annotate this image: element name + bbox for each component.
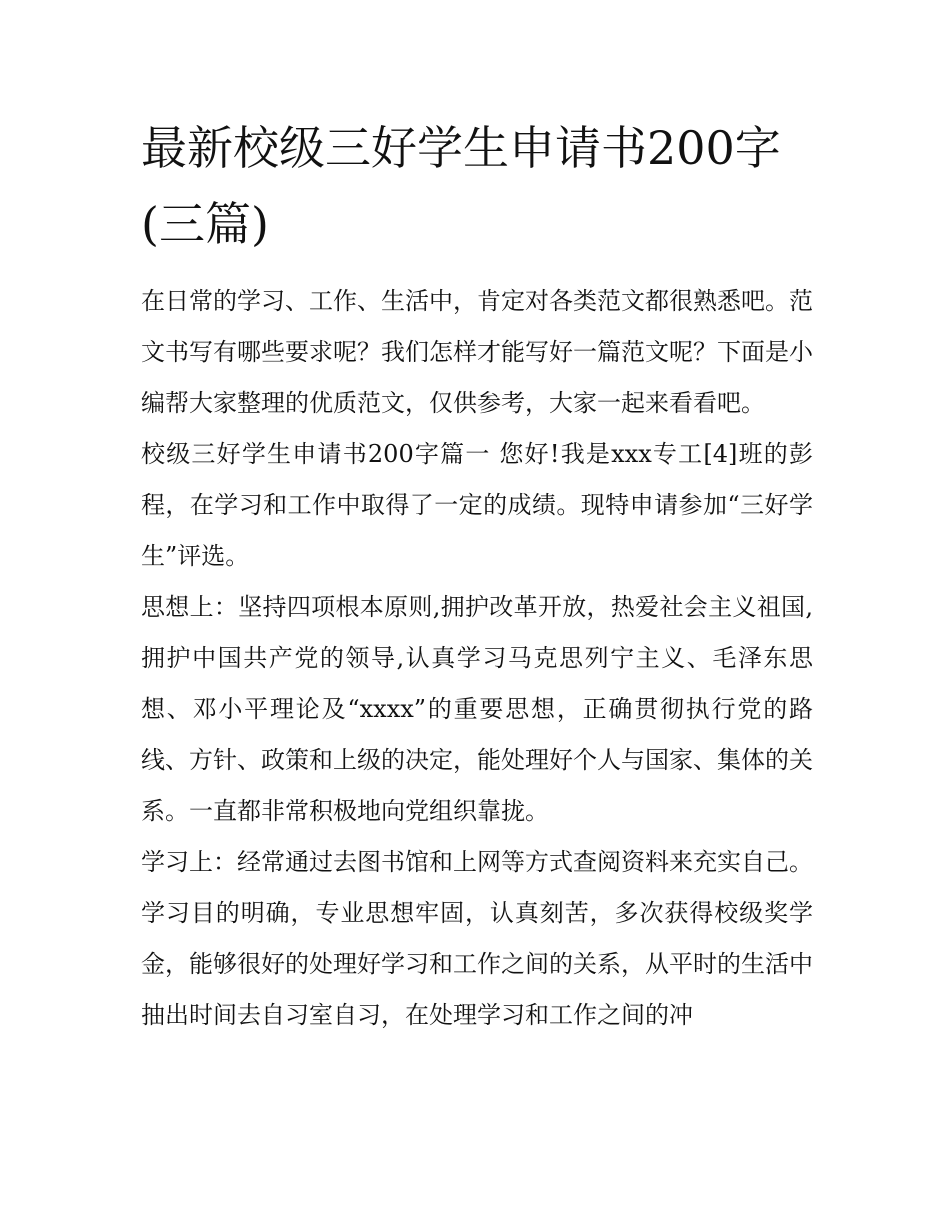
document-body [141, 276, 813, 1041]
paragraph-thought: 思想上：坚持四项根本原则,拥护改革开放，热爱社会主义祖国,拥护中国共产党的领导,认真学习马克思列宁主义、毛泽东思想、邓小平理论及“xxxx”的重要思想，正确贯彻执行党的路线、方针、政策和上级的决定，能处理好个人与国家、集体的关系。一直都非常积极地向党组织靠拢。 [141, 593, 813, 825]
paragraph-intro: 在日常的学习、工作、生活中，肯定对各类范文都很熟悉吧。范文书写有哪些要求呢？我们怎样才能写好一篇范文呢？下面是小编帮大家整理的优质范文，仅供参考，大家一起来看看吧。 [141, 287, 813, 417]
paragraph-application-opening: 校级三好学生申请书200字篇一 您好!我是xxx专工[4]班的彭程，在学习和工作中取得了一定的成绩。现特申请参加“三好学生”评选。 [141, 440, 813, 570]
document-title: 最新校级三好学生申请书200字(三篇) [141, 121, 781, 251]
document-content [141, 110, 813, 1041]
paragraph-study: 学习上：经常通过去图书馆和上网等方式查阅资料来充实自己。学习目的明确，专业思想牢固，认真刻苦，多次获得校级奖学金，能够很好的处理好学习和工作之间的关系，从平时的生活中抽出时间去自习室自习，在处理学习和工作之间的冲 [141, 848, 813, 1029]
